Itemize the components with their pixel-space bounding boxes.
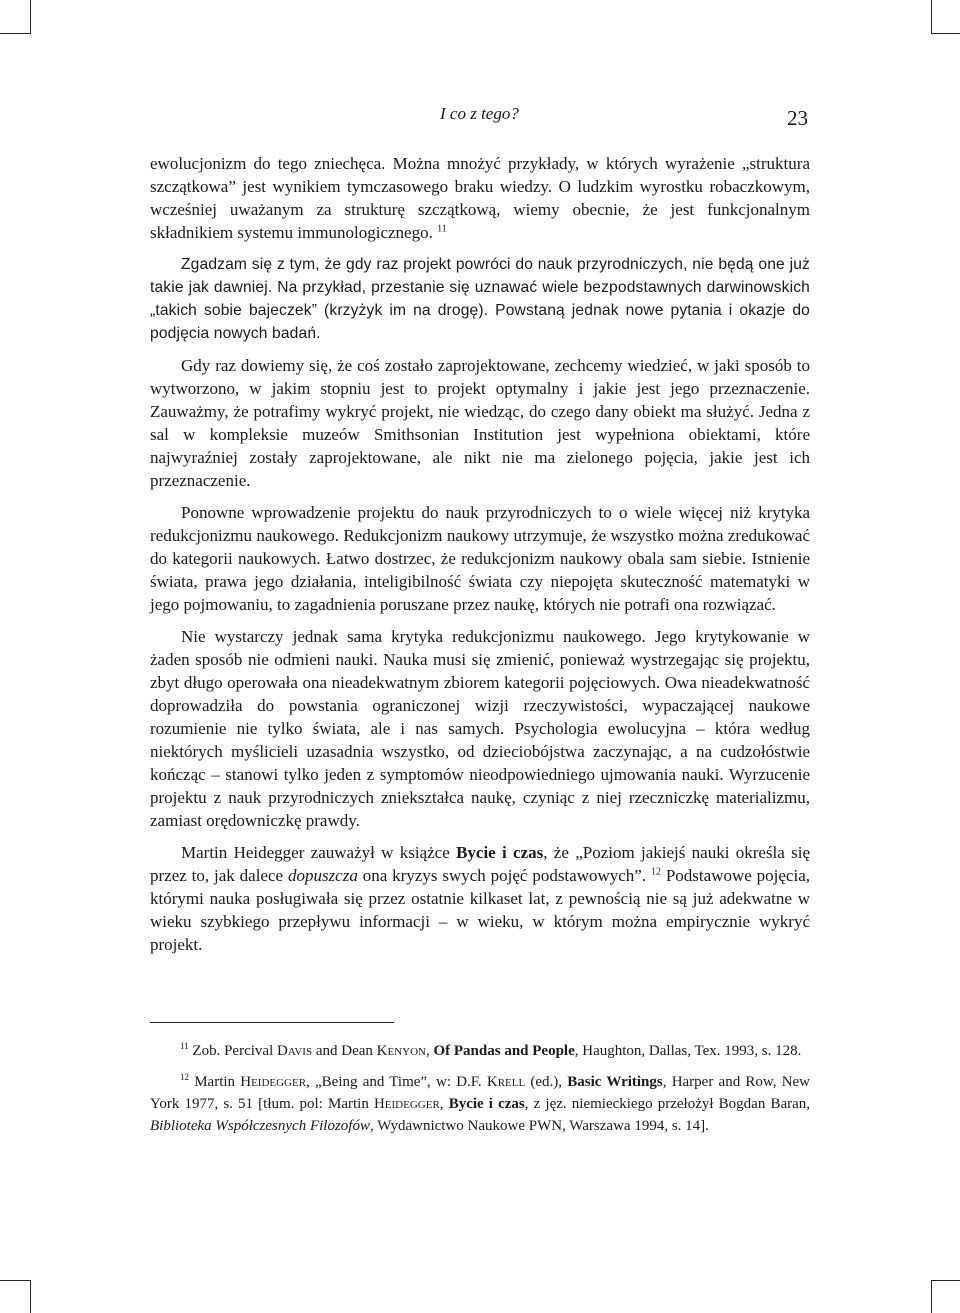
crop-mark bbox=[0, 1280, 30, 1281]
crop-mark bbox=[30, 0, 31, 34]
paragraph-text: Gdy raz dowiemy się, że coś zostało zaprojektowane, zechcemy wiedzieć, w jaki sposób to wytworzono, w jakim stopniu jest to projekt optymalny i jakie jest jego przeznaczenie. Zauważmy, że potrafimy wykryć projekt, nie wiedząc, do czego dany obiekt ma służyć. Jedna z sal w kompleksie muzeów Smithsonian Institution jest wypełniona obiektami, które najwyraźniej zostały zaprojektowane, ale nikt nie ma zielonego pojęcia, jakie jest ich przeznaczenie. bbox=[150, 356, 810, 490]
author-name: Kenyon bbox=[376, 1043, 426, 1059]
footnotes bbox=[150, 1040, 810, 1146]
paragraph bbox=[150, 625, 810, 832]
footnote-text: Zob. Percival bbox=[192, 1043, 277, 1059]
footnote-text: , z jęz. niemieckiego przełożył Bogdan Baran, bbox=[524, 1096, 811, 1112]
paragraph bbox=[150, 152, 810, 244]
paragraph bbox=[150, 841, 810, 956]
footnote-text: , Harper and Row, New York 1977, s. 51 [tłum. pol: Martin bbox=[150, 1074, 811, 1112]
footnote-text: , bbox=[425, 1043, 434, 1059]
footnote-reference: 12 bbox=[650, 866, 661, 878]
paragraph-text: Nie wystarczy jednak sama krytyka redukcjonizmu naukowego. Jego krytykowanie w żaden sposób nie odmieni nauki. Nauka musi się zmienić, ponieważ wystrzegając się projektu, zbyt długo operowała ona nieadekwatnym zbiorem kategorii pojęciowych. Owa nieadekwatność doprowadziła do powstania ograniczonej wizji rzeczywistości, wypaczającej naukowe rozumienie nie tylko świata, ale i nas samych. Psychologia ewolucyjna – która według niektórych myślicieli uzasadnia wszystko, od dzieciobójstwa zaczynając, a na cudzołóstwie kończąc – stanowi tylko jeden z symptomów nieodpowiedniego ujmowania nauki. Wyrzucenie projektu z nauk przyrodniczych zniekształca naukę, czyniąc z niej rzeczniczkę materializmu, zamiast orędowniczkę prawdy. bbox=[150, 627, 810, 830]
footnote bbox=[150, 1040, 810, 1062]
footnote-text: (ed.), bbox=[525, 1074, 568, 1090]
paragraph-text: Ponowne wprowadzenie projektu do nauk przyrodniczych to o wiele więcej niż krytyka redukcjonizmu naukowego. Redukcjonizm naukowy utrzymuje, że wszystko można zredukować do kategorii naukowych. Łatwo dostrzec, że redukcjonizm naukowy obala sam siebie. Istnienie świata, prawa jego działania, inteligibilność świata czy niepojęta skuteczność matematyki w jego pojmowaniu, to zagadnienia poruszane przez naukę, których nie potrafi ona rozwiązać. bbox=[150, 503, 810, 614]
book-title: Bycie i czas bbox=[456, 843, 544, 862]
book-title: Of Pandas and People bbox=[433, 1043, 575, 1059]
emphasis: dopuszcza bbox=[287, 866, 358, 885]
crop-mark bbox=[931, 0, 932, 34]
crop-mark bbox=[931, 1280, 932, 1313]
author-name: Davis bbox=[276, 1043, 313, 1059]
book-title: Bycie i czas bbox=[448, 1096, 525, 1112]
footnote-text: and Dean bbox=[312, 1043, 377, 1059]
footnote-number: 11 bbox=[180, 1041, 189, 1051]
author-name: Heidegger bbox=[240, 1074, 307, 1090]
crop-mark bbox=[931, 1280, 960, 1281]
author-name: Heidegger bbox=[373, 1096, 440, 1112]
series-title: Biblioteka Współczesnych Filozofów bbox=[150, 1118, 370, 1134]
body-text bbox=[150, 152, 810, 965]
paragraph-text: ona kryzys swych pojęć podstawowych”. bbox=[357, 866, 647, 885]
author-name: Krell bbox=[486, 1074, 526, 1090]
footnote-number: 12 bbox=[180, 1072, 189, 1082]
crop-mark bbox=[30, 1280, 31, 1313]
paragraph bbox=[150, 253, 810, 345]
crop-mark bbox=[931, 33, 960, 34]
footnote-separator bbox=[150, 1022, 394, 1023]
paragraph-text: Zgadzam się z tym, że gdy raz projekt powróci do nauk przyrodniczych, nie będą one już takie jak dawniej. Na przykład, przestanie się uznawać wiele bezpodstawnych darwinowskich „takich sobie bajeczek” (krzyżyk im na drogę). Powstaną jednak nowe pytania i okazje do podjęcia nowych badań. bbox=[150, 256, 810, 342]
paragraph-text: ewolucjonizm do tego zniechęca. Można mnożyć przykłady, w których wyrażenie „struktura szczątkowa” jest wynikiem tymczasowego braku wiedzy. O ludzkim wyrostku robaczkowym, wcześniej uważanym za strukturę szczątkową, wiemy obecnie, że jest funkcjonalnym składnikiem systemu immunologicznego. bbox=[150, 154, 810, 242]
paragraph bbox=[150, 354, 810, 492]
page-number: 23 bbox=[787, 106, 808, 130]
running-header-title: I co z tego? bbox=[440, 104, 519, 123]
footnote-reference: 11 bbox=[437, 223, 447, 235]
book-title: Basic Writings bbox=[567, 1074, 663, 1090]
paragraph-text: , że „Poziom jakiejś nauki określa się przez to, jak dalece bbox=[150, 843, 811, 885]
footnote-text: , Wydawnictwo Naukowe PWN, Warszawa 1994, s. 14]. bbox=[369, 1118, 709, 1134]
paragraph bbox=[150, 501, 810, 616]
footnote-text: Martin bbox=[194, 1074, 241, 1090]
paragraph-text: Martin Heidegger zauważył w książce bbox=[181, 843, 457, 862]
paragraph-text: Podstawowe pojęcia, którymi nauka posługiwała się przez ostatnie kilkaset lat, z pewnością nie są już adekwatne w wieku szybkiego przepływu informacji – w wieku, w którym można empirycznie wykryć projekt. bbox=[150, 866, 810, 954]
crop-mark bbox=[0, 33, 30, 34]
footnote-text: , Haughton, Dallas, Tex. 1993, s. 128. bbox=[574, 1043, 802, 1059]
footnote-text: , bbox=[439, 1096, 449, 1112]
footnote bbox=[150, 1071, 810, 1137]
footnote-text: , „Being and Time”, w: D.F. bbox=[306, 1074, 487, 1090]
